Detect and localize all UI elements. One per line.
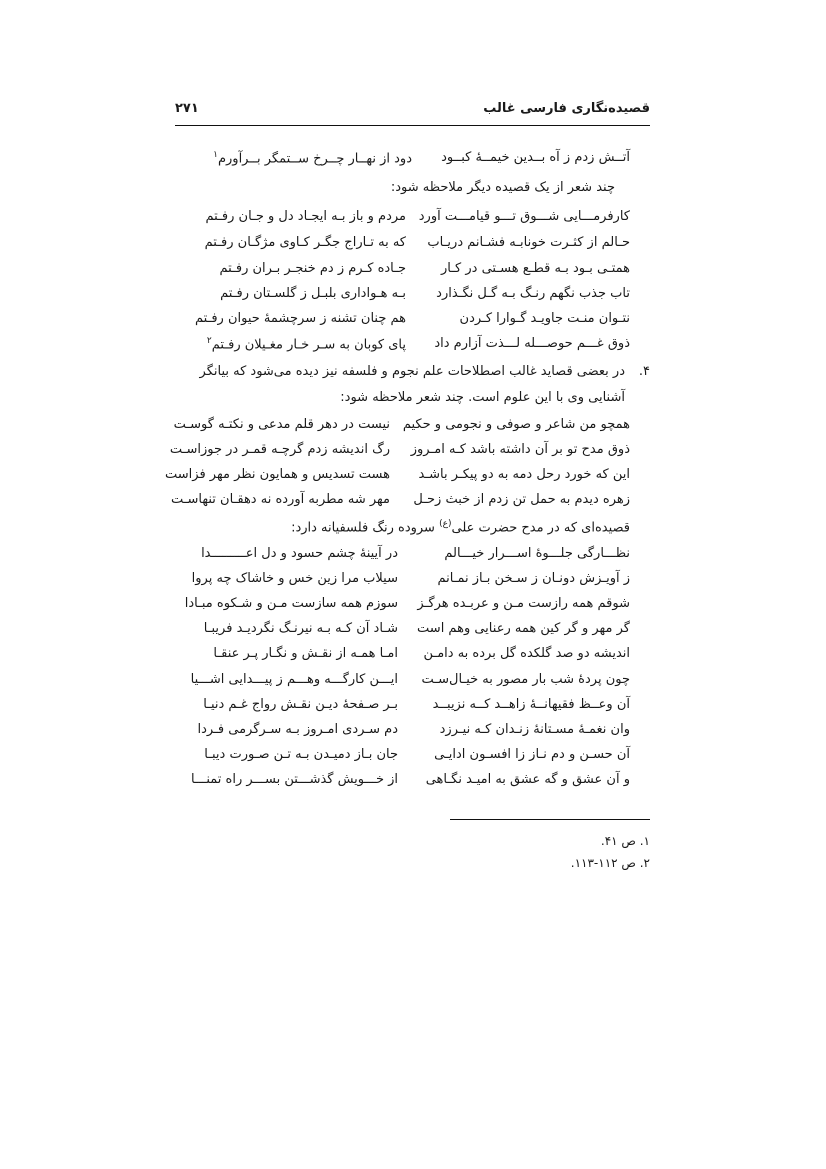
hemistich-left: سوزم همه سازست مـن و شـکوه مبـادا bbox=[184, 596, 398, 611]
footnote-ref: ۲ bbox=[206, 336, 212, 346]
intro-text: قصیده‌ای که در مدح حضرت علی bbox=[451, 520, 630, 536]
verse-line bbox=[200, 209, 630, 233]
hemistich-left: شـاد آن کـه بـه نیرنـگ نگردیـد فریبـا bbox=[203, 621, 398, 636]
hemistich-right: زهره دیدم به حمل تن زدم از خبث زحـل bbox=[413, 492, 630, 507]
hemistich-right: ز آویـزش دونـان ز سـخن بـاز نمـانم bbox=[437, 571, 630, 586]
hemistich-right: همچو من شاعر و صوفی و نجومی و حکیم bbox=[402, 417, 630, 432]
intro-line: چند شعر از یک قصیده دیگر ملاحظه شود: bbox=[390, 180, 615, 195]
footnote: ۱. ص ۴۱. bbox=[600, 834, 650, 848]
hemistich-left-text: پای کوبان به سـر خـار مغـیلان رفـتم bbox=[211, 337, 406, 353]
hemistich-right: شوقم همه رازست مـن و عربـده هرگـز bbox=[417, 596, 630, 611]
hemistich-right: چون پردهٔ شب بار مصور به خیـال‌سـت bbox=[421, 672, 630, 687]
verse-line bbox=[190, 672, 630, 696]
hemistich-left: هست تسدیس و همایون نظر مهر فزاست bbox=[165, 467, 390, 482]
verse-line bbox=[200, 286, 630, 310]
footnote-divider bbox=[450, 819, 650, 820]
verse-line bbox=[200, 621, 630, 645]
hemistich-right: و آن عشق و گه عشق به امیـد نگـاهی bbox=[425, 772, 630, 787]
hemistich-right: نتـوان منـت جاویـد گـوارا کـردن bbox=[459, 311, 630, 326]
hemistich-left: از خـــویش گذشـــتن بســـر راه تمنـــا bbox=[190, 772, 398, 787]
verse-line bbox=[200, 150, 630, 174]
paragraph-line: در بعضی قصاید غالب اصطلاحات علم نجوم و فلسفه نیز دیده می‌شود که بیانگر bbox=[199, 364, 625, 379]
hemistich-left: ایـــن کارگـــه وهـــم ز پیـــدایی اشـــیا bbox=[190, 672, 398, 687]
hemistich-left: که به تـاراج جگـر کـاوی مژگـان رفـتم bbox=[204, 235, 406, 250]
verse-line bbox=[200, 336, 630, 360]
hemistich-right: آن وعــظ فقیهانــهٔ زاهــد کــه نزیبــد bbox=[432, 697, 630, 712]
verse-line bbox=[200, 747, 630, 771]
hemistich-right: اندیشه دو صد گلکده گل برده به دامـن bbox=[423, 646, 630, 661]
hemistich-left: رگ اندیشه زدم گرچـه قمـر در جوزاسـت bbox=[169, 442, 390, 457]
footnote: ۲. ص ۱۱۲-۱۱۳. bbox=[570, 856, 650, 870]
hemistich-left: در آیینهٔ چشم حسود و دل اعـــــــــدا bbox=[201, 546, 398, 561]
verse-line bbox=[200, 697, 630, 721]
hemistich-right: تاب جذب نگهم رنـگ بـه گـل نگـذارد bbox=[436, 286, 630, 301]
hemistich-left: امـا همـه از نقـش و نگـار پـر عنقـا bbox=[213, 646, 398, 661]
hemistich-left: دم سـردی امـروز بـه سـرگرمی فـردا bbox=[197, 722, 398, 737]
verse-line bbox=[184, 596, 630, 620]
hemistich-right: آن حسـن و دم نـاز زا افسـون ادایـی bbox=[434, 747, 630, 762]
hemistich-right: گر مهر و گر کین همه رعنایی وهم است bbox=[417, 621, 630, 636]
hemistich-left: هم چنان تشنه ز سرچشمهٔ حیوان رفـتم bbox=[194, 311, 406, 326]
list-number: ۴. bbox=[638, 364, 650, 379]
verse-line bbox=[200, 261, 630, 285]
running-header bbox=[175, 99, 650, 126]
paragraph-line: آشنایی وی با این علوم است. چند شعر ملاحظه شود: bbox=[340, 390, 625, 405]
hemistich-right: همتـی بـود بـه قطـع هسـتی در کـار bbox=[441, 261, 630, 276]
hemistich-left: جان بـاز دمیـدن بـه تـن صـورت دیبـا bbox=[204, 747, 398, 762]
intro-text: سروده رنگ فلسفیانه دارد: bbox=[291, 520, 440, 536]
hemistich-right: نظـــارگی جلـــوهٔ اســـرار خیـــالم bbox=[444, 546, 630, 561]
hemistich-left: نیست در دهر قلم مدعی و نکتـه گوسـت bbox=[173, 417, 390, 432]
hemistich-right: این که خورد رحل دمه به دو پیکـر باشـد bbox=[418, 467, 630, 482]
verse-line bbox=[170, 492, 630, 516]
verse-line bbox=[197, 722, 630, 746]
verse-line bbox=[200, 646, 630, 670]
hemistich-left: مردم و باز بـه ایجـاد دل و جـان رفـتم bbox=[205, 209, 406, 224]
hemistich-left bbox=[207, 336, 406, 352]
hemistich-left bbox=[213, 150, 412, 166]
hemistich-right: ذوق غـــم حوصـــله لـــذت آزارم داد bbox=[434, 336, 630, 351]
hemistich-left: مهر شه مطربه آورده نه دهقـان تنهاسـت bbox=[170, 492, 390, 507]
running-title: قصیده‌نگاری فارسی غالب bbox=[483, 101, 650, 116]
verse-line bbox=[200, 546, 630, 570]
verse-line bbox=[191, 571, 630, 595]
verse-line bbox=[190, 772, 630, 796]
verse-line bbox=[165, 467, 630, 491]
verse-line bbox=[200, 235, 630, 259]
verse-line bbox=[194, 311, 630, 335]
hemistich-right: کارفرمـــایی شـــوق تـــو قیامـــت آورد bbox=[418, 209, 630, 224]
hemistich-left-text: دود از نهــار چــرخ ســتمگر بــرآورم bbox=[217, 151, 412, 167]
page-number: ۲۷۱ bbox=[175, 101, 199, 116]
hemistich-left: بـه هـواداری بلبـل ز گلسـتان رفـتم bbox=[220, 286, 406, 301]
verse-line bbox=[173, 417, 630, 441]
hemistich-left: جـاده کـرم ز دم خنجـر بـران رفـتم bbox=[219, 261, 406, 276]
hemistich-left: بـر صـفحهٔ دیـن نقـش رواج غـم دنیـا bbox=[203, 697, 398, 712]
honorific-mark: (ع) bbox=[439, 519, 452, 529]
footnote-ref: ۱ bbox=[213, 150, 218, 160]
hemistich-right: ذوق مدح تو بر آن داشته باشد کـه امـروز bbox=[410, 442, 630, 457]
hemistich-right: آتــش زدم ز آه بــدین خیمــهٔ کبــود bbox=[441, 150, 630, 165]
verse-line bbox=[169, 442, 630, 466]
intro-line bbox=[291, 519, 630, 535]
hemistich-left: سیلاب مرا زین خس و خاشاک چه پروا bbox=[191, 571, 398, 586]
hemistich-right: حـالم از کثـرت خونابـه فشـانم دریـاب bbox=[427, 235, 630, 250]
hemistich-right: وان نغمـهٔ مسـتانهٔ زنـدان کـه نیـرزد bbox=[439, 722, 630, 737]
